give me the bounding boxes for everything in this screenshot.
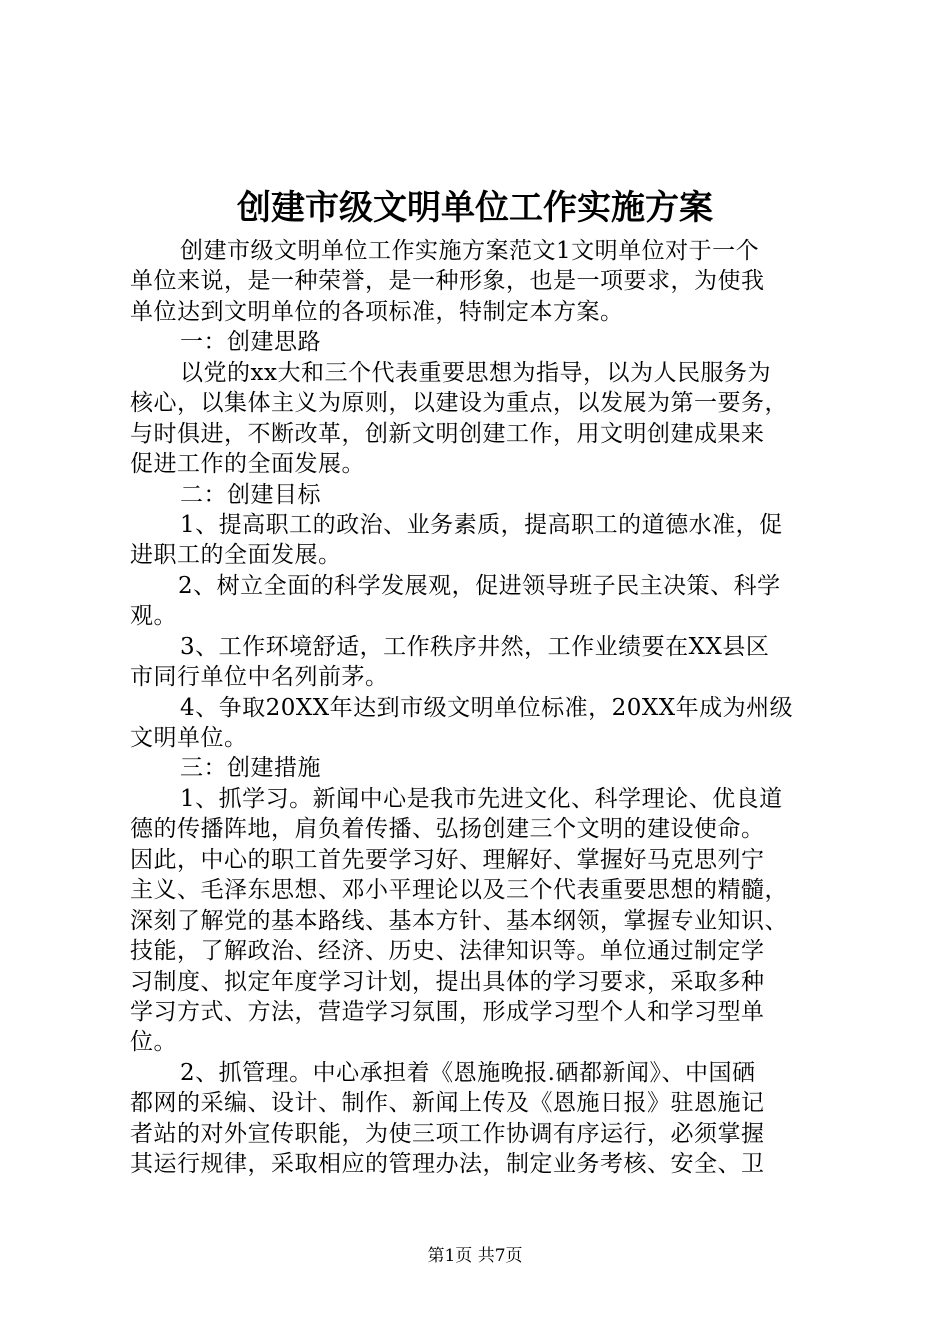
paragraph-line: 技能，了解政治、经济、历史、法律知识等。单位通过制定学 — [130, 938, 765, 965]
paragraph-line: 主义、毛泽东思想、邓小平理论以及三个代表重要思想的精髓， — [130, 877, 788, 904]
paragraph-line: 深刻了解党的基本路线、基本方针、基本纲领，掌握专业知识、 — [130, 907, 788, 934]
paragraph-line: 因此，中心的职工首先要学习好、理解好、掌握好马克思列宁 — [130, 846, 765, 873]
document-title: 创建市级文明单位工作实施方案 — [237, 188, 713, 228]
paragraph-line: 与时俱进，不断改革，创新文明创建工作，用文明创建成果来 — [130, 420, 765, 447]
section-heading: 二：创建目标 — [180, 481, 321, 508]
paragraph-line: 其运行规律，采取相应的管理办法，制定业务考核、安全、卫 — [130, 1151, 765, 1178]
paragraph-line: 单位来说，是一种荣誉，是一种形象，也是一项要求，为使我 — [130, 268, 765, 295]
paragraph-line: 德的传播阵地，肩负着传播、弘扬创建三个文明的建设使命。 — [130, 816, 765, 843]
section-heading: 三：创建措施 — [180, 755, 321, 782]
paragraph-line: 创建市级文明单位工作实施方案范文1文明单位对于一个 — [180, 238, 760, 264]
paragraph-line: 2、抓管理。中心承担着《恩施晚报.硒都新闻》、中国硒 — [180, 1059, 756, 1086]
page-number-footer: 第1页 共7页 — [427, 1246, 523, 1266]
paragraph-line: 单位达到文明单位的各项标准，特制定本方案。 — [130, 298, 624, 325]
paragraph-line: 观。 — [130, 603, 177, 630]
paragraph-line: 4、争取20XX年达到市级文明单位标准，20XX年成为州级 — [180, 694, 794, 721]
section-heading: 一：创建思路 — [180, 329, 321, 356]
paragraph-line: 以党的xx大和三个代表重要思想为指导，以为人民服务为 — [180, 359, 771, 386]
paragraph-line: 者站的对外宣传职能，为使三项工作协调有序运行，必须掌握 — [130, 1120, 765, 1147]
paragraph-line: 1、抓学习。新闻中心是我市先进文化、科学理论、优良道 — [180, 785, 783, 812]
paragraph-line: 学习方式、方法，营造学习氛围，形成学习型个人和学习型单 — [130, 998, 765, 1025]
paragraph-line: 促进工作的全面发展。 — [130, 451, 365, 478]
paragraph-line: 2、树立全面的科学发展观，促进领导班子民主决策、科学 — [178, 572, 781, 599]
paragraph-line: 3、工作环境舒适，工作秩序井然，工作业绩要在XX县区 — [180, 633, 770, 660]
paragraph-line: 市同行单位中名列前茅。 — [130, 664, 389, 691]
paragraph-line: 进职工的全面发展。 — [130, 542, 342, 569]
paragraph-line: 1、提高职工的政治、业务素质，提高职工的道德水准，促 — [180, 511, 783, 538]
document-body — [130, 236, 832, 1180]
paragraph-line: 位。 — [130, 1029, 177, 1056]
paragraph-line: 都网的采编、设计、制作、新闻上传及《恩施日报》驻恩施记 — [130, 1090, 765, 1117]
paragraph-line: 习制度、拟定年度学习计划，提出具体的学习要求，采取多种 — [130, 968, 765, 995]
paragraph-line: 核心，以集体主义为原则，以建设为重点，以发展为第一要务， — [130, 390, 788, 417]
paragraph-line: 文明单位。 — [130, 725, 248, 751]
